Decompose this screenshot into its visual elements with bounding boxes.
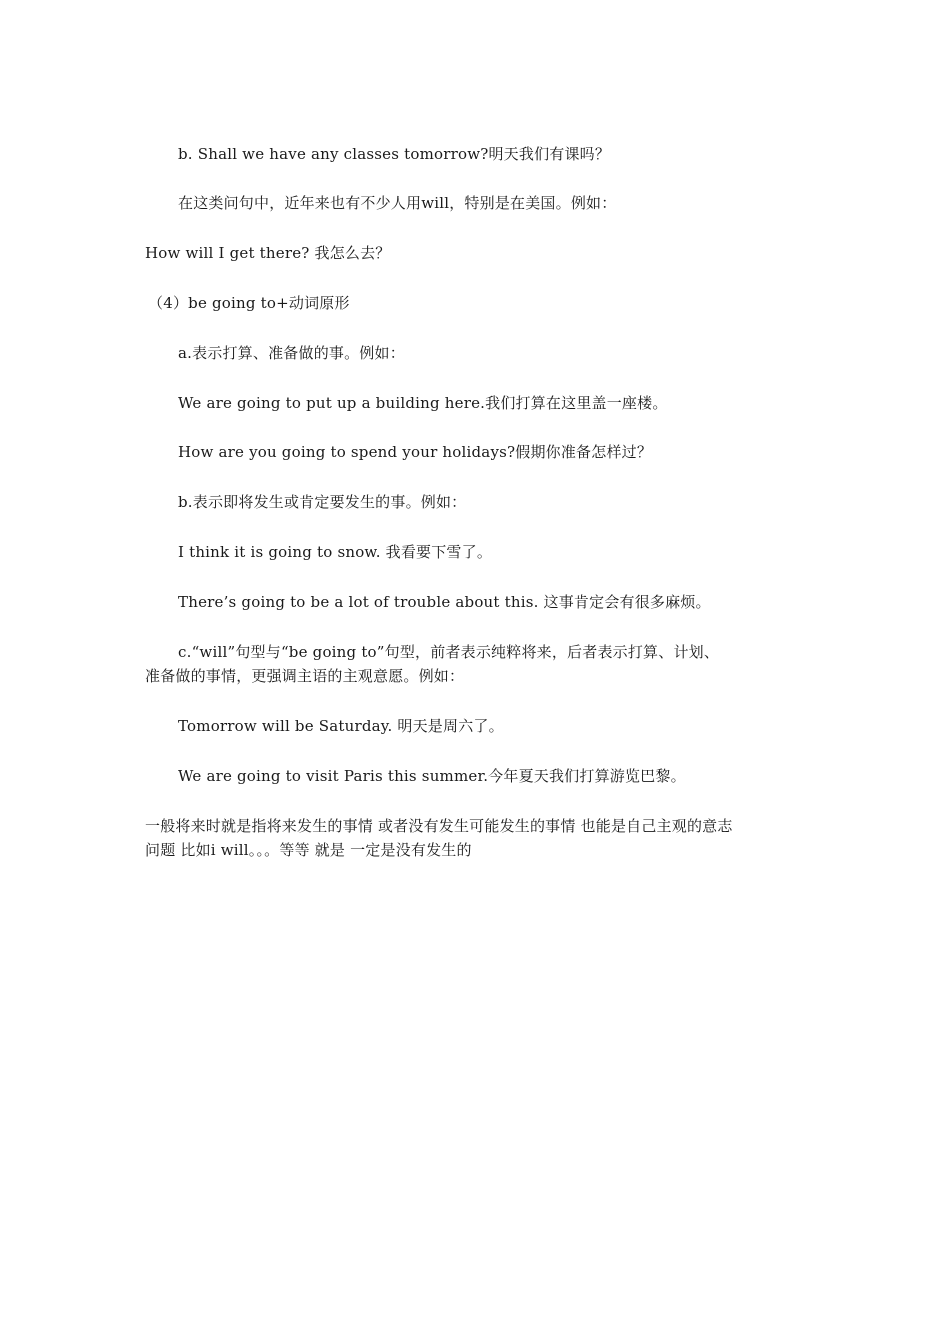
example-paris: We are going to visit Paris this summer.今年夏天我们打算游览巴黎。 bbox=[178, 767, 686, 785]
section-heading-be-going-to: （4）be going to+动词原形 bbox=[148, 294, 350, 312]
point-c-comparison-cont: 准备做的事情，更强调主语的主观意愿。例如： bbox=[145, 667, 465, 685]
note-will-usage: 在这类问句中，近年来也有不少人用will，特别是在美国。例如： bbox=[178, 194, 617, 212]
example-holidays: How are you going to spend your holidays?假期你准备怎样过？ bbox=[178, 443, 653, 461]
point-a-plan: a.表示打算、准备做的事。例如： bbox=[178, 344, 405, 362]
example-trouble: There’s going to be a lot of trouble about this. 这事肯定会有很多麻烦。 bbox=[178, 593, 711, 611]
example-snow: I think it is going to snow. 我看要下雪了。 bbox=[178, 543, 493, 561]
example-building: We are going to put up a building here.我们打算在这里盖一座楼。 bbox=[178, 394, 668, 412]
example-saturday: Tomorrow will be Saturday. 明天是周六了。 bbox=[178, 717, 504, 735]
example-shall-question: b. Shall we have any classes tomorrow?明天我们有课吗？ bbox=[178, 145, 611, 163]
point-b-imminent: b.表示即将发生或肯定要发生的事。例如： bbox=[178, 493, 467, 511]
example-how-will: How will I get there? 我怎么去？ bbox=[145, 244, 391, 262]
summary-paragraph-cont: 问题 比如i will。。。等等 就是 一定是没有发生的 bbox=[145, 841, 472, 859]
summary-paragraph: 一般将来时就是指将来发生的事情 或者没有发生可能发生的事情 也能是自己主观的意志 bbox=[145, 817, 733, 835]
point-c-comparison: c.“will”句型与“be going to”句型，前者表示纯粹将来，后者表示打算、计划、 bbox=[178, 643, 720, 661]
